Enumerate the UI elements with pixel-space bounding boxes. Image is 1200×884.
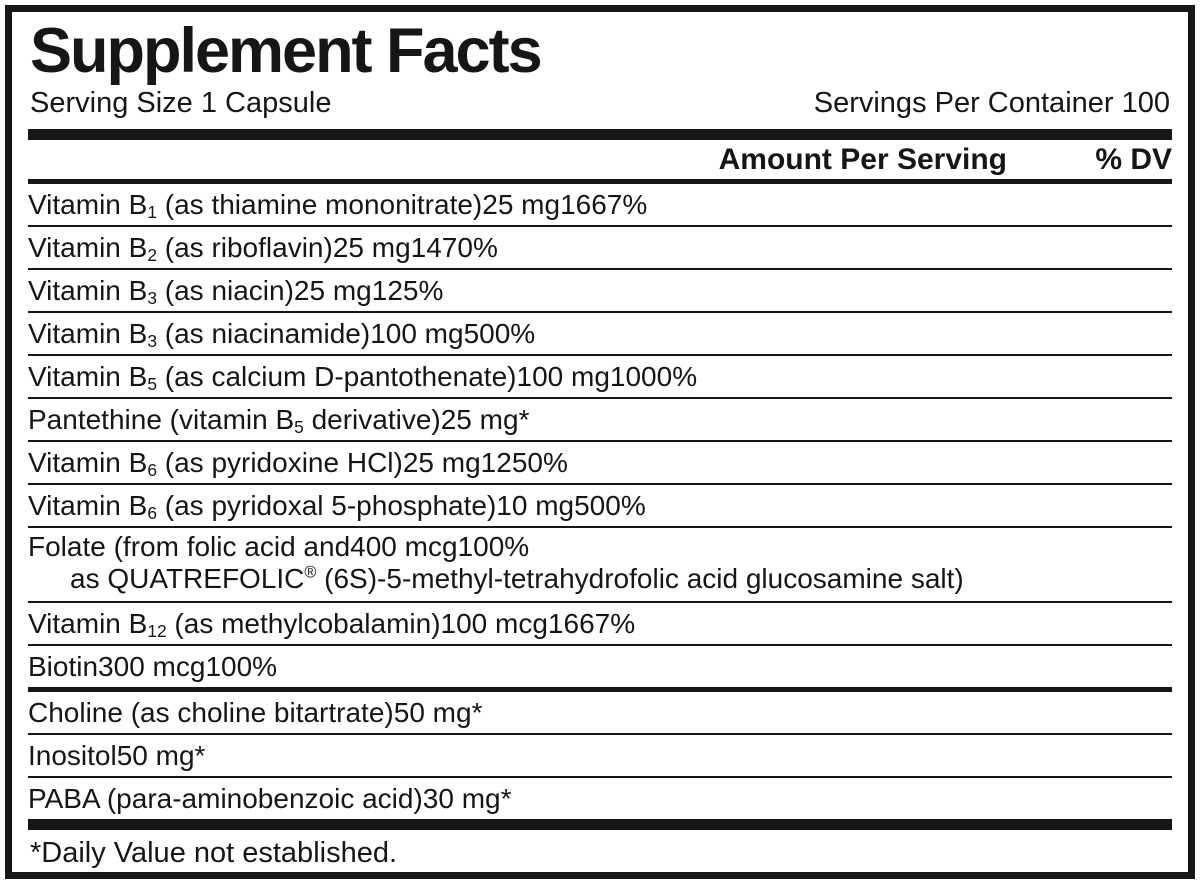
nutrient-row: [28, 692, 1172, 733]
nutrient-row: [28, 776, 1172, 819]
nutrient-row: [28, 483, 1172, 526]
nutrient-name: Choline (as choline bitartrate): [28, 697, 394, 729]
nutrient-row: [28, 644, 1172, 687]
nutrient-name: Vitamin $B_2$ (as riboflavin): [28, 232, 333, 265]
nutrient-daily-value: *: [194, 740, 206, 772]
nutrient-daily-value: *: [500, 783, 512, 815]
nutrient-daily-value: 500%: [463, 318, 536, 350]
nutrient-name: Vitamin $B_6$ (as pyridoxine HCl): [28, 447, 403, 480]
nutrient-daily-value: 100%: [457, 531, 530, 563]
nutrient-amount: 300 mcg: [98, 651, 206, 683]
nutrient-name: Vitamin $B_1$ (as thiamine mononitrate): [28, 189, 483, 222]
nutrient-daily-value: *: [518, 404, 530, 436]
supplement-facts-panel: [5, 5, 1195, 879]
nutrient-daily-value: 1470%: [410, 232, 498, 264]
nutrient-daily-value: 1000%: [609, 361, 698, 393]
nutrient-name-continued: as QUATREFOLIC® (6S)-5-methyl-tetrahydrofolic acid glucosamine salt): [70, 563, 964, 595]
nutrient-amount: 25 mg: [440, 404, 519, 436]
nutrient-amount: 50 mg: [116, 740, 195, 772]
nutrient-amount: 100 mg: [516, 361, 610, 393]
nutrient-name: Folate (from folic acid and: [28, 531, 351, 563]
footnote: *Daily Value not established.: [30, 837, 398, 870]
nutrient-section-0: [28, 184, 1172, 687]
nutrient-amount: 25 mg: [482, 189, 561, 221]
servings-per-container: Servings Per Container 100: [813, 87, 1170, 120]
nutrient-amount: 50 mg: [393, 697, 472, 729]
nutrient-amount: 400 mcg: [350, 531, 458, 563]
serving-size: Serving Size 1 Capsule: [30, 87, 332, 120]
nutrient-row: [28, 526, 1172, 601]
nutrient-daily-value: 1250%: [480, 447, 568, 479]
nutrient-row: [28, 225, 1172, 268]
nutrient-amount: 25 mg: [293, 275, 372, 307]
nutrient-name: Vitamin $B_6$ (as pyridoxal 5-phosphate): [28, 490, 497, 523]
nutrient-name: Biotin: [28, 651, 99, 683]
nutrient-amount: 30 mg: [422, 783, 501, 815]
nutrient-section-1: [28, 692, 1172, 819]
divider-thick-top: [28, 129, 1172, 140]
nutrient-daily-value: 100%: [205, 651, 278, 683]
nutrient-row: [28, 601, 1172, 644]
nutrient-name: Vitamin $B_5$ (as calcium D-pantothenate): [28, 361, 517, 394]
divider-thick-bottom: [28, 819, 1172, 830]
nutrient-name: Vitamin $B_3$ (as niacinamide): [28, 318, 371, 351]
nutrient-row: [28, 354, 1172, 397]
nutrient-amount: 25 mg: [332, 232, 411, 264]
nutrient-row: [28, 184, 1172, 225]
nutrient-amount: 100 mg: [370, 318, 464, 350]
nutrient-amount: 10 mg: [496, 490, 575, 522]
column-header-row: [28, 140, 1172, 179]
nutrient-name: Vitamin $B_{12}$ (as methylcobalamin): [28, 608, 441, 641]
nutrient-row: [28, 268, 1172, 311]
nutrient-name: Pantethine (vitamin $B_5$ derivative): [28, 404, 441, 437]
nutrient-row: [28, 733, 1172, 776]
nutrient-name: PABA (para-aminobenzoic acid): [28, 783, 423, 815]
serving-info-row: [28, 86, 1172, 129]
nutrient-daily-value: 125%: [371, 275, 444, 307]
nutrient-row: [28, 311, 1172, 354]
nutrient-daily-value: *: [471, 697, 483, 729]
panel-title: Supplement Facts: [30, 16, 541, 86]
nutrient-daily-value: 1667%: [547, 608, 636, 640]
nutrient-daily-value: 500%: [574, 490, 646, 522]
column-header-amount: Amount Per Serving: [718, 143, 1007, 177]
nutrient-daily-value: 1667%: [560, 189, 648, 221]
nutrient-amount: 25 mg: [402, 447, 481, 479]
nutrient-amount: 100 mcg: [440, 608, 548, 640]
nutrient-name: Vitamin $B_3$ (as niacin): [28, 275, 294, 308]
nutrient-row: [28, 397, 1172, 440]
nutrient-name: Inositol: [28, 740, 117, 772]
nutrient-row: [28, 440, 1172, 483]
column-header-dv: % DV: [1095, 143, 1172, 177]
